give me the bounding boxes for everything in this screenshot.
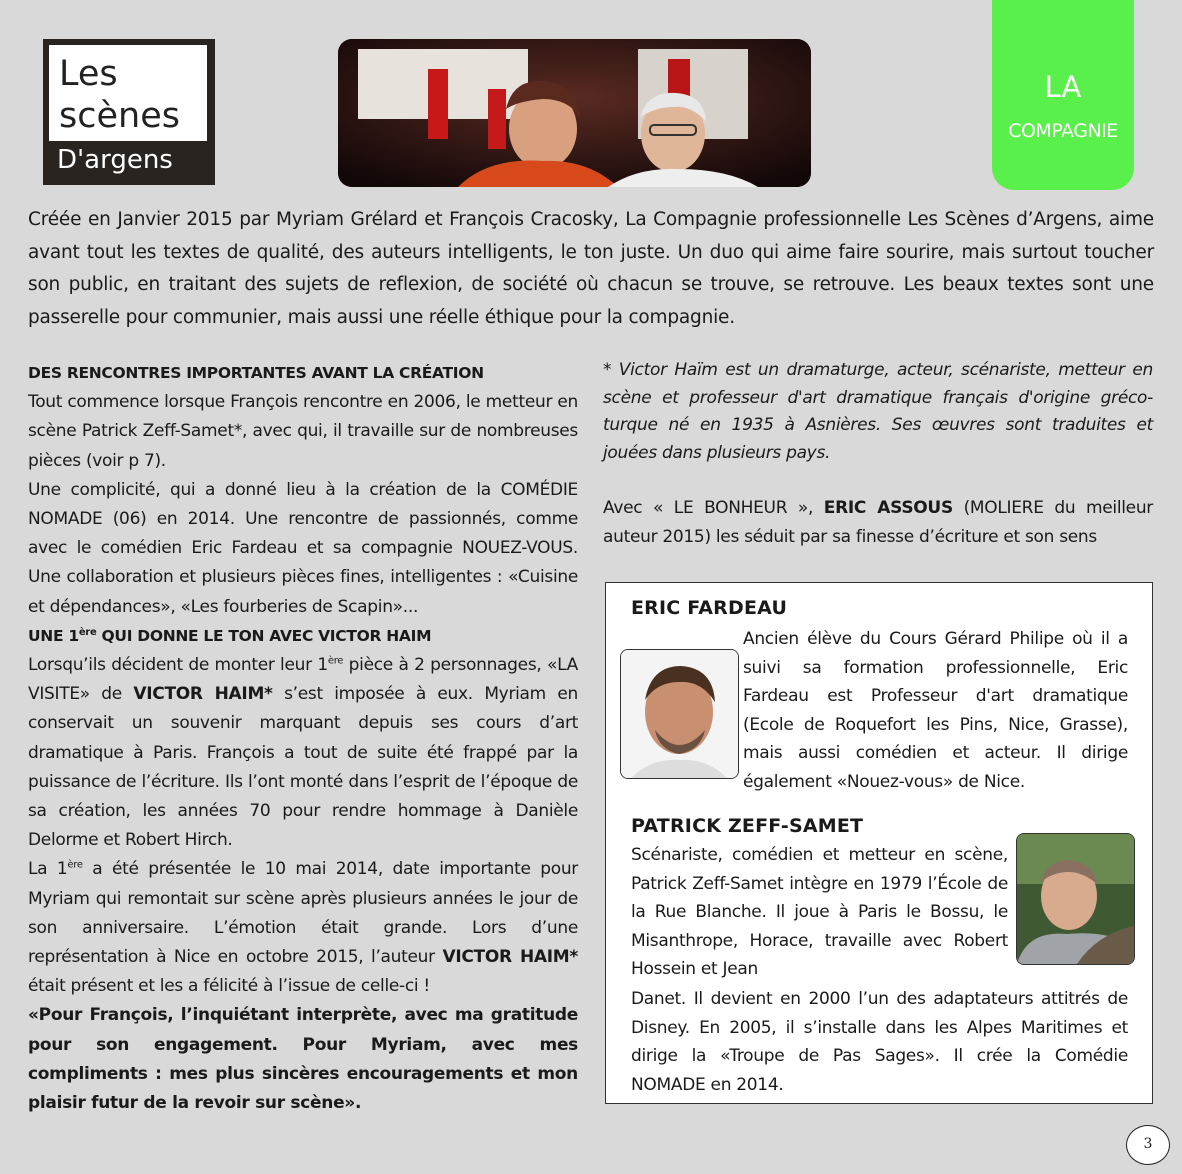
heading-victor-haim [28, 622, 578, 651]
company-logo [43, 39, 215, 185]
paragraph-1: Tout commence lorsque François rencontre en 2006, le metteur en scène Patrick Zeff-Samet*, avec qui, il travaille sur de nombreuses pièces (voir p 7). [28, 392, 578, 471]
bio-text-patrick-part2: Danet. Il devient en 2000 l’un des adaptateurs attitrés de Disney. En 2005, il s’installe dans les Alpes Maritimes et dirige la «Troupe de Pas Sages». Il crée la Comédie NOMADE en 2014. [631, 989, 1128, 1095]
p4-bold: VICTOR HAIM* [442, 947, 578, 968]
avec-a: Avec « LE BONHEUR », [603, 498, 824, 518]
avec-b: (MOLIERE du meilleur auteur 2015) les séduit par sa finesse d’écriture et son sens [603, 498, 1153, 547]
logo-white-box [49, 45, 207, 141]
bio-name-eric-fardeau: ERIC FARDEAU [631, 597, 788, 619]
heading-rencontres: DES RENCONTRES IMPORTANTES AVANT LA CRÉATION [28, 364, 484, 382]
patrick-zeff-samet-portrait [1017, 834, 1134, 964]
bio-box [605, 582, 1153, 1104]
section-tab-line1: LA [1044, 70, 1082, 104]
paragraph-4 [28, 855, 578, 1001]
p4-c: était présent et les a félicité à l’issue de celle-ci ! [28, 976, 430, 997]
intro-paragraph: Créée en Janvier 2015 par Myriam Grélard et François Cracosky, La Compagnie professionnelle Les Scènes d’Argens, aime avant tout les textes de qualité, des auteurs intelligents, le ton juste. Un duo qui aime faire sourire, mais surtout toucher son public, en traitant des sujets de reflexion, de société où chacun se trouve, se retrouve. Les beaux textes sont une passerelle pour communier, mais aussi une réelle éthique pour la compagnie. [28, 209, 1154, 328]
paragraph-3 [28, 651, 578, 855]
header-photo [338, 39, 811, 187]
p3-a: Lorsqu’ils décident de monter leur 1 [28, 655, 328, 676]
bio-name-patrick-zeff-samet: PATRICK ZEFF-SAMET [631, 815, 864, 837]
section-tab [992, 0, 1134, 190]
eric-assous-paragraph [603, 494, 1153, 552]
logo-line1: Les [59, 54, 118, 94]
actors-photo-illustration [338, 39, 811, 187]
p3-b: pièce à 2 personnages, «LA VISITE» de [28, 655, 578, 705]
p3-bold: VICTOR HAIM* [133, 684, 273, 705]
left-column [28, 359, 578, 1118]
bio-text-patrick-part1: Scénariste, comédien et metteur en scène, Patrick Zeff-Samet intègre en 1979 l’École de la Rue Blanche. Il joue à Paris le Bossu, le Misanthrope, Horace, travaille avec Robert Hossein et Jean [631, 845, 1008, 980]
eric-fardeau-portrait [621, 650, 738, 778]
patrick-zeff-samet-photo [1016, 833, 1135, 965]
heading2-sup: ère [78, 626, 97, 638]
logo-subtitle: D'argens [57, 145, 173, 175]
eric-fardeau-photo [620, 649, 739, 779]
page-number: 3 [1126, 1125, 1170, 1165]
heading2-b: QUI DONNE LE TON AVEC VICTOR HAIM [96, 626, 432, 645]
heading2-a: UNE 1 [28, 626, 79, 645]
avec-bold: ERIC ASSOUS [823, 498, 953, 518]
victor-haim-footnote: * Victor Haïm est un dramaturge, acteur, scénariste, metteur en scène et professeur d'art dramatique français d'origine gréco-turque né en 1935 à Asnières. Ses œuvres sont traduites et jouées dans plusieurs pays. [603, 360, 1153, 463]
bio-text-eric-fardeau: Ancien élève du Cours Gérard Philipe où il a suivi sa formation professionnelle, Eric Fardeau est Professeur d'art dramatique (Ecole de Roquefort les Pins, Nice, Grasse), mais aussi comédien et acteur. Il dirige également «Nouez-vous» de Nice. [743, 629, 1128, 792]
p4-sup: ère [67, 859, 83, 871]
logo-line2: scènes [59, 96, 180, 136]
author-quote: «Pour François, l’inquiétant interprète, avec ma gratitude pour son engagement. Pour Myriam, avec mes compliments : mes plus sincères encouragements et mon plaisir futur de la revoir sur scène». [28, 1005, 578, 1114]
p4-a: La 1 [28, 859, 68, 880]
p3-c: s’est imposée à eux. Myriam en conservait un souvenir marquant depuis ses cours d’art dramatique à Paris. François a tout de suite été frappé par la puissance de l’écriture. Ils l’ont monté dans l’esprit de l’époque de sa création, les années 70 pour rendre hommage à Danièle Delorme et Robert Hirch. [28, 684, 578, 851]
paragraph-2: Une complicité, qui a donné lieu à la création de la COMÉDIE NOMADE (06) en 2014. Une rencontre de passionnés, comme avec le comédien Eric Fardeau et sa compagnie NOUEZ-VOUS. Une collaboration et plusieurs pièces fines, intelligentes : «Cuisine et dépendances», «Les fourberies de Scapin»... [28, 479, 578, 617]
right-column [603, 357, 1153, 552]
p4-b: a été présentée le 10 mai 2014, date importante pour Myriam qui remontait sur scène après plusieurs années le jour de son anniversaire. L’émotion était grande. Lors d’une représentation à Nice en octobre 2015, l’auteur [28, 859, 578, 968]
section-tab-line2: COMPAGNIE [1008, 120, 1118, 142]
p3-sup: ère [327, 655, 344, 667]
